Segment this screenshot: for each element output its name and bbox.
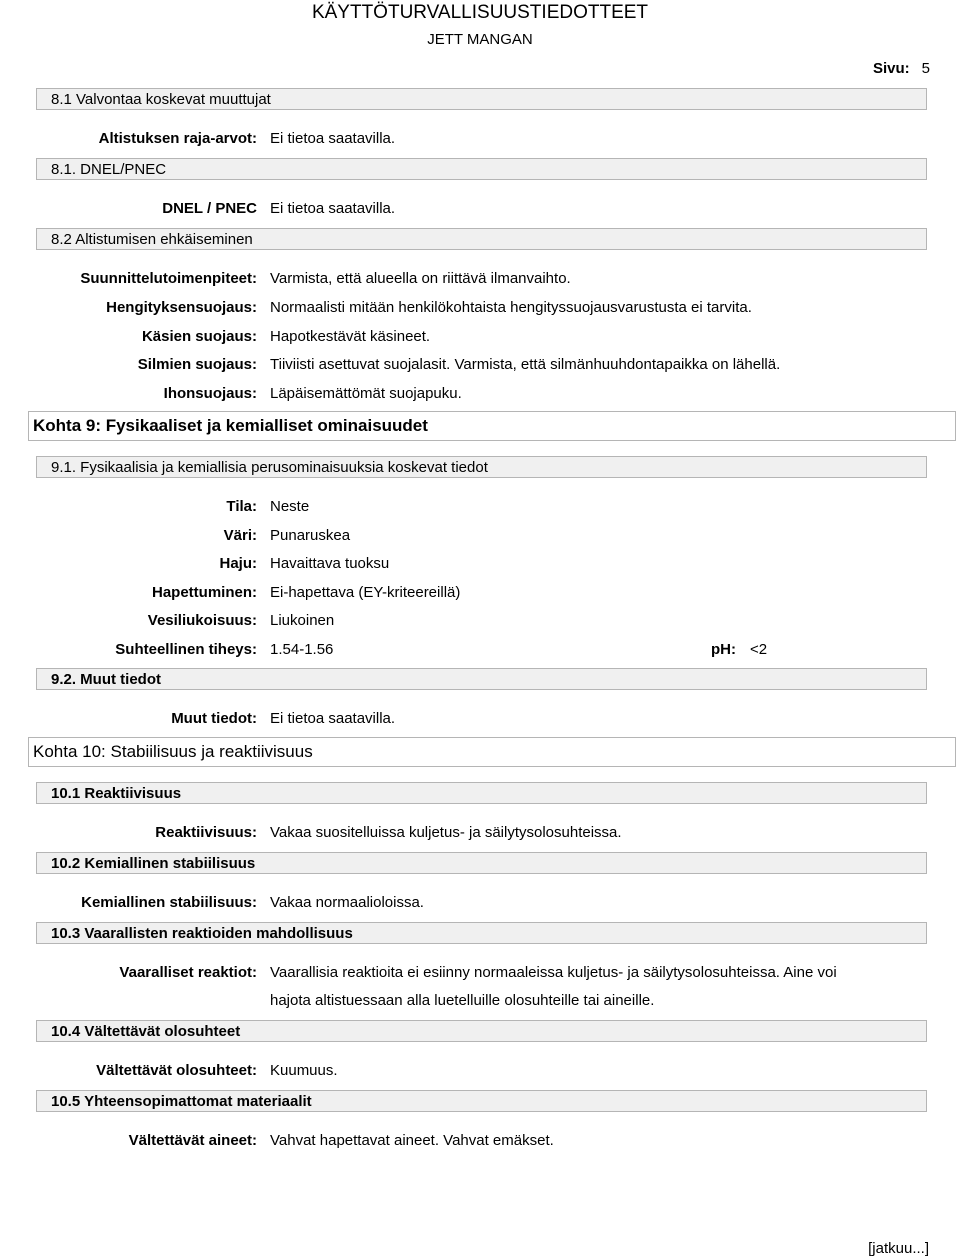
hand-protection-value: Hapotkestävät käsineet.	[270, 328, 431, 345]
section-8-2-heading: 8.2 Altistumisen ehkäiseminen	[36, 228, 927, 250]
dnel-label: DNEL / PNEC	[162, 200, 257, 217]
incompatible-materials-value: Vahvat hapettavat aineet. Vahvat emäkset.	[270, 1132, 554, 1149]
dnel-value: Ei tietoa saatavilla.	[270, 200, 396, 217]
chemical-stability-value: Vakaa normaalioloissa.	[270, 894, 424, 911]
product-name: JETT MANGAN	[427, 31, 533, 48]
document-title: KÄYTTÖTURVALLISUUSTIEDOTTEET	[311, 2, 649, 23]
reactivity-label: Reaktiivisuus:	[155, 824, 257, 841]
section-10-5-heading: 10.5 Yhteensopimattomat materiaalit	[36, 1090, 927, 1112]
state-value: Neste	[270, 498, 310, 515]
engineering-controls-value: Varmista, että alueella on riittävä ilmanvaihto.	[270, 270, 571, 287]
conditions-to-avoid-value: Kuumuus.	[270, 1062, 338, 1079]
section-9-1-heading: 9.1. Fysikaalisia ja kemiallisia perusominaisuuksia koskevat tiedot	[36, 456, 927, 478]
state-label: Tila:	[226, 498, 257, 515]
hazardous-reactions-label: Vaaralliset reaktiot:	[119, 964, 257, 981]
chemical-stability-label: Kemiallinen stabiilisuus:	[81, 894, 257, 911]
section-8-1-heading: 8.1 Valvontaa koskevat muuttujat	[36, 88, 927, 110]
hand-protection-label: Käsien suojaus:	[141, 328, 257, 345]
ph-value: <2	[750, 641, 768, 658]
relative-density-value: 1.54-1.56	[270, 641, 334, 658]
hazardous-reactions-value-line1: Vaarallisia reaktioita ei esiinny normaaleissa kuljetus- ja säilytysolosuhteissa. Aine voi	[270, 964, 837, 981]
section-10-heading: Kohta 10: Stabiilisuus ja reaktiivisuus	[28, 737, 956, 767]
section-dnel-heading: 8.1. DNEL/PNEC	[36, 158, 927, 180]
section-10-3-heading: 10.3 Vaarallisten reaktioiden mahdollisuus	[36, 922, 927, 944]
continued-marker: [jatkuu...]	[868, 1240, 929, 1257]
section-10-4-heading: 10.4 Vältettävät olosuhteet	[36, 1020, 927, 1042]
oxidising-value: Ei-hapettava (EY-kriteereillä)	[270, 584, 461, 601]
colour-value: Punaruskea	[270, 527, 351, 544]
respiratory-protection-value: Normaalisti mitään henkilökohtaista hengityssuojausvarustusta ei tarvita.	[270, 299, 752, 316]
relative-density-label: Suhteellinen tiheys:	[115, 641, 257, 658]
section-9-2-heading: 9.2. Muut tiedot	[36, 668, 927, 690]
section-10-2-heading: 10.2 Kemiallinen stabiilisuus	[36, 852, 927, 874]
conditions-to-avoid-label: Vältettävät olosuhteet:	[96, 1062, 257, 1079]
skin-protection-label: Ihonsuojaus:	[163, 385, 257, 402]
ph-label: pH:	[711, 641, 736, 658]
other-info-label: Muut tiedot:	[171, 710, 257, 727]
incompatible-materials-label: Vältettävät aineet:	[128, 1132, 257, 1149]
section-10-1-heading: 10.1 Reaktiivisuus	[36, 782, 927, 804]
exposure-limits-label: Altistuksen raja-arvot:	[98, 130, 257, 147]
hazardous-reactions-value-line2: hajota altistuessaan alla luetelluille olosuhteille tai aineille.	[270, 992, 655, 1009]
page-label: Sivu:	[872, 60, 910, 77]
colour-label: Väri:	[223, 527, 257, 544]
skin-protection-value: Läpäisemättömät suojapuku.	[270, 385, 462, 402]
section-9-heading: Kohta 9: Fysikaaliset ja kemialliset ominaisuudet	[28, 411, 956, 441]
solubility-value: Liukoinen	[270, 612, 335, 629]
page-number: 5	[921, 60, 930, 77]
respiratory-protection-label: Hengityksensuojaus:	[106, 299, 257, 316]
reactivity-value: Vakaa suositelluissa kuljetus- ja säilytysolosuhteissa.	[270, 824, 622, 841]
eye-protection-value: Tiiviisti asettuvat suojalasit. Varmista, että silmänhuuhdontapaikka on lähellä.	[270, 356, 781, 373]
engineering-controls-label: Suunnittelutoimenpiteet:	[80, 270, 257, 287]
other-info-value: Ei tietoa saatavilla.	[270, 710, 396, 727]
page-indicator	[873, 60, 930, 77]
eye-protection-label: Silmien suojaus:	[137, 356, 257, 373]
odour-label: Haju:	[219, 555, 257, 572]
solubility-label: Vesiliukoisuus:	[147, 612, 257, 629]
oxidising-label: Hapettuminen:	[152, 584, 257, 601]
exposure-limits-value: Ei tietoa saatavilla.	[270, 130, 396, 147]
odour-value: Havaittava tuoksu	[270, 555, 390, 572]
